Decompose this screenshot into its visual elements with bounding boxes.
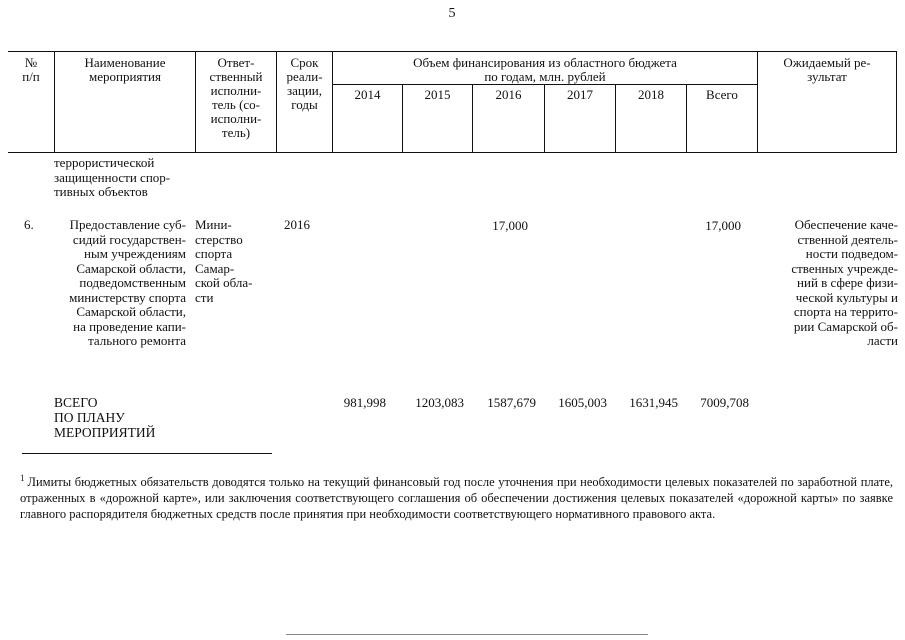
row6-name-line: Самарской области, bbox=[76, 260, 186, 276]
footnote bbox=[20, 470, 893, 523]
total-label-line: ПО ПЛАНУ bbox=[54, 410, 125, 425]
header-term-line: Срок bbox=[290, 55, 319, 70]
header-year-2018: 2018 bbox=[615, 85, 686, 152]
row6-executor bbox=[195, 218, 267, 305]
row6-executor-line: Мини- bbox=[195, 217, 232, 232]
header-result bbox=[757, 52, 897, 152]
header-year-2015: 2015 bbox=[402, 85, 472, 152]
header-result-line: зультат bbox=[807, 69, 847, 84]
header-year-2014: 2014 bbox=[332, 85, 402, 152]
row6-name-line: Самарской области, bbox=[76, 304, 186, 319]
total-2016-value: 1587,679 bbox=[487, 395, 536, 410]
header-executor-line: тель (со- bbox=[211, 97, 261, 112]
total-label-line: МЕРОПРИЯТИЙ bbox=[54, 425, 156, 440]
header-term bbox=[276, 52, 332, 152]
continuation-line: террористической bbox=[54, 155, 155, 170]
header-year-2016: 2016 bbox=[472, 85, 544, 152]
total-label-line: ВСЕГО bbox=[54, 395, 98, 410]
header-year-2017: 2017 bbox=[544, 85, 615, 152]
row6-term: 2016 bbox=[284, 217, 310, 232]
row6-result-line: ний в сфере физи- bbox=[797, 275, 898, 290]
total-all-value: 7009,708 bbox=[700, 395, 749, 410]
header-funding-line: по годам, млн. рублей bbox=[484, 69, 606, 84]
row6-result-line: ности подведом- bbox=[805, 246, 898, 261]
row6-result-line: ственных учрежде- bbox=[791, 260, 898, 276]
header-result-line: Ожидаемый ре- bbox=[783, 55, 871, 70]
header-term-line: зации, bbox=[286, 83, 323, 98]
header-funding bbox=[332, 52, 757, 85]
header-funding-line: Объем финансирования из областного бюджета bbox=[413, 55, 677, 70]
row6-name-line: на проведение капи- bbox=[73, 318, 186, 334]
row6-result-line: рии Самарской об- bbox=[793, 318, 898, 334]
continuation-line: тивных объектов bbox=[54, 184, 148, 199]
header-executor-line: исполни- bbox=[210, 83, 262, 98]
bottom-line bbox=[286, 634, 648, 635]
row6-executor-line: сти bbox=[195, 289, 214, 305]
row6-executor-line: стерство bbox=[195, 231, 243, 247]
header-executor-line: исполни- bbox=[210, 111, 262, 126]
row6-2016-value: 17,000 bbox=[492, 218, 528, 233]
row6-result-line: ласти bbox=[867, 333, 898, 348]
row6-name-line: ным учреждениям bbox=[84, 246, 186, 261]
header-executor bbox=[195, 52, 276, 152]
row6-total-value: 17,000 bbox=[705, 218, 741, 233]
row6-name-line: тального ремонта bbox=[88, 333, 186, 348]
row6-name-line: подведомственным bbox=[79, 275, 186, 290]
header-name-line: Наименование bbox=[84, 55, 166, 70]
header-name bbox=[54, 52, 195, 152]
row6-name bbox=[54, 218, 186, 349]
total-2017-value: 1605,003 bbox=[558, 395, 607, 410]
header-num-line: № bbox=[24, 55, 38, 70]
header-num-line: п/п bbox=[22, 69, 40, 84]
continuation-text bbox=[54, 156, 186, 200]
footnote-text: Лимиты бюджетных обязательств доводятся только на текущий финансовый год после уточнения при необходимости целевых показателей по заработной плате, отраженных в «дорожной карте», или заключения соответствующего соглашения об обеспечении достижения целевых показателей «дорожной карты» по заявке главного распорядителя бюджетных средств после принятия при необходимости соответствующего нормативного правового акта. bbox=[20, 475, 893, 522]
row6-name-line: Предоставление суб- bbox=[69, 217, 186, 232]
row6-result-line: ственной деятель- bbox=[797, 231, 898, 247]
header-year-total: Всего bbox=[686, 85, 757, 152]
total-2015-value: 1203,083 bbox=[415, 395, 464, 410]
header-num bbox=[8, 52, 54, 152]
total-label bbox=[54, 395, 155, 440]
header-executor-line: Ответ- bbox=[217, 55, 255, 70]
row6-result-line: ческой культуры и bbox=[795, 289, 898, 305]
header-term-line: годы bbox=[291, 97, 318, 112]
footnote-mark: 1 bbox=[20, 473, 25, 483]
row6-result-line: Обеспечение каче- bbox=[794, 217, 898, 232]
row6-name-line: сидий государствен- bbox=[72, 231, 186, 247]
header-executor-line: тель) bbox=[221, 125, 251, 140]
row6-result-line: спорта на террито- bbox=[793, 304, 898, 319]
header-name-line: мероприятия bbox=[88, 69, 161, 84]
table-header bbox=[8, 51, 897, 153]
row6-executor-line: ской обла- bbox=[195, 275, 253, 290]
header-term-line: реали- bbox=[286, 69, 323, 84]
row6-num: 6. bbox=[24, 217, 34, 232]
row6-executor-line: спорта bbox=[195, 246, 233, 261]
total-2018-value: 1631,945 bbox=[629, 395, 678, 410]
row6-name-line: министерству спорта bbox=[69, 289, 186, 305]
header-executor-line: ственный bbox=[209, 69, 263, 84]
row6-result bbox=[758, 218, 898, 349]
footnote-separator bbox=[22, 453, 272, 454]
total-2014-value: 981,998 bbox=[343, 395, 386, 410]
continuation-line: защищенности спор- bbox=[54, 169, 171, 185]
row6-executor-line: Самар- bbox=[195, 260, 235, 276]
page-number: 5 bbox=[448, 6, 456, 21]
